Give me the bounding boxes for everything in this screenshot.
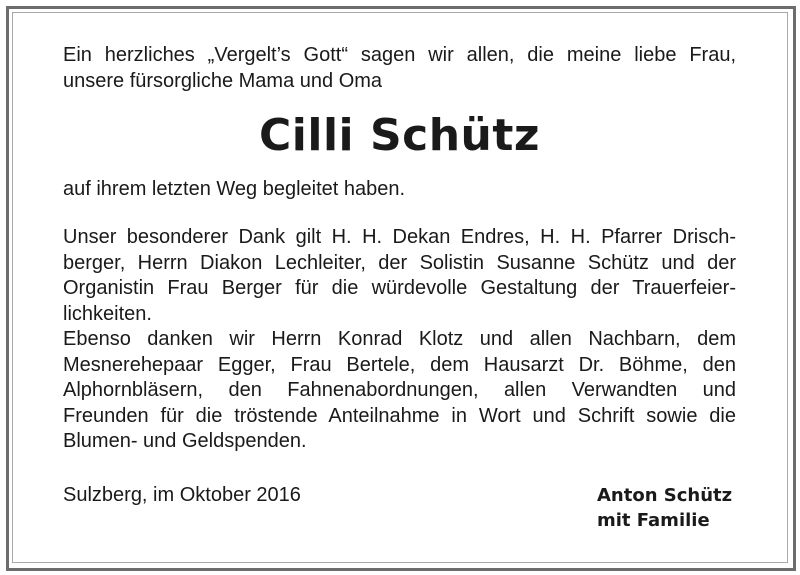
place-date: Sulzberg, im Oktober 2016 — [63, 484, 301, 506]
intro-text — [63, 42, 736, 94]
deceased-name: Cilli Schütz — [259, 110, 540, 161]
intro-line-2: unsere fürsorgliche Mama und Oma — [63, 70, 383, 92]
after-name-text: auf ihrem letzten Weg begleitet haben. — [63, 178, 406, 200]
signature-family: mit Familie — [597, 510, 710, 531]
thanks-line: berger, Herrn Diakon Lechleiter, der Solistin Susanne Schütz und der — [63, 251, 736, 274]
thanks-line: Blumen- und Geldspenden. — [63, 430, 307, 452]
thanks-text — [63, 225, 736, 455]
signature-name: Anton Schütz — [597, 485, 733, 506]
thanks-line: lichkeiten. — [63, 302, 152, 325]
notice-content — [63, 42, 736, 455]
thanks-line: Unser besonderer Dank gilt H. H. Dekan Endres, H. H. Pfarrer Drisch- — [63, 226, 736, 248]
signature — [597, 483, 732, 533]
thanks-line: Ebenso danken wir Herrn Konrad Klotz und allen Nachbarn, dem — [63, 328, 736, 350]
thanks-line: Alphornbläsern, den Fahnenabordnungen, allen Verwandten und — [63, 379, 736, 401]
thanks-line: Organistin Frau Berger für die würdevolle Gestaltung der Trauerfeier- — [63, 277, 736, 299]
thanks-line: Mesnerehepaar Egger, Frau Bertele, dem Hausarzt Dr. Böhme, den — [63, 353, 736, 376]
intro-line-1: Ein herzliches „Vergelt’s Gott“ sagen wir allen, die meine liebe Frau, — [63, 44, 736, 66]
thanks-line: Freunden für die tröstende Anteilnahme in Wort und Schrift sowie die — [63, 404, 736, 427]
